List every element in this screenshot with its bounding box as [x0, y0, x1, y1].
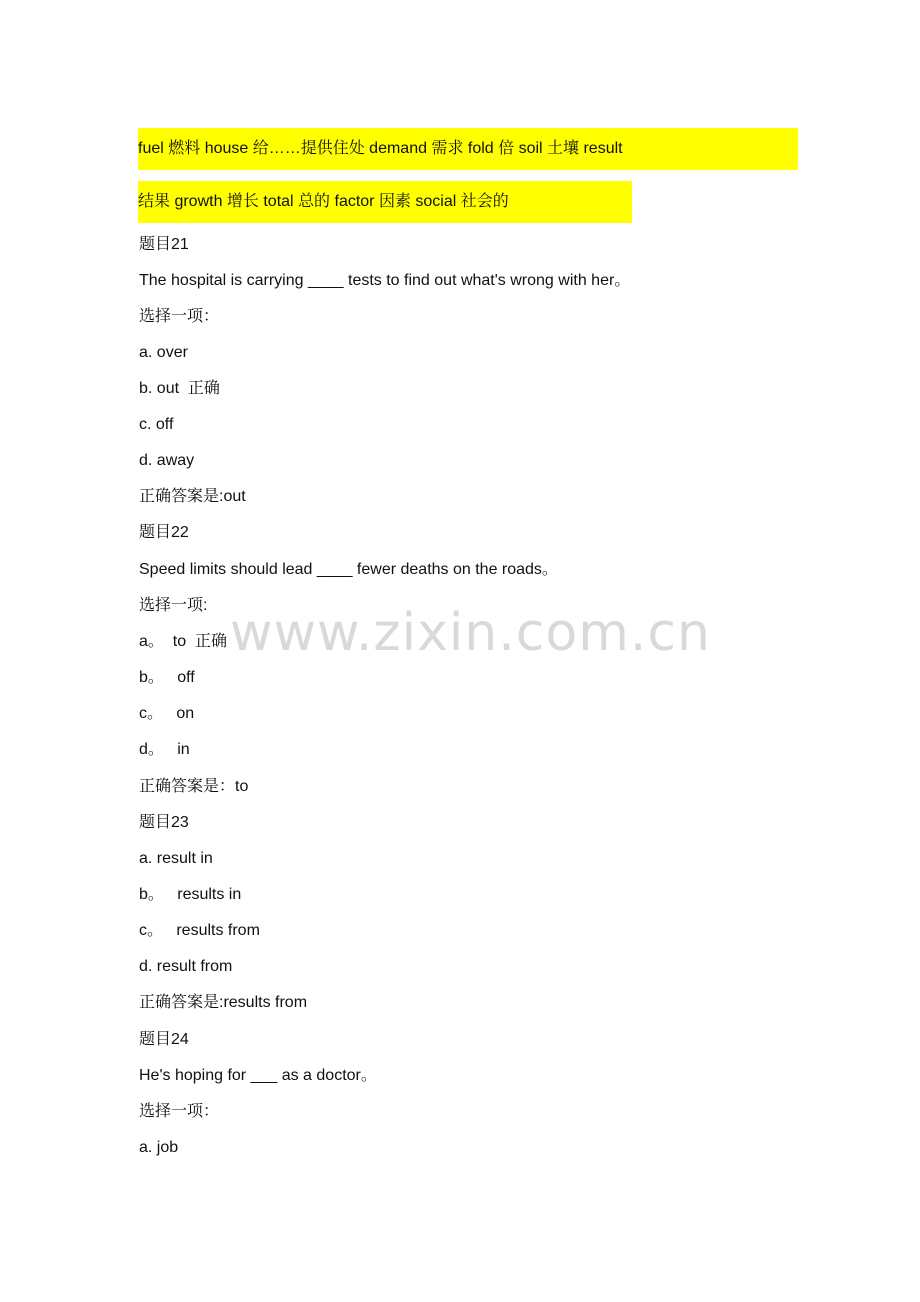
- question-24-option-a: a. job: [139, 1139, 179, 1156]
- question-24-prompt: 选择一项：: [139, 1103, 220, 1120]
- question-21-option-d: d. away: [139, 452, 195, 469]
- vocab-line-1: fuel 燃料 house 给……提供住处 demand 需求 fold 倍 soil 土壤 result: [138, 128, 798, 170]
- question-21-prompt: 选择一项：: [139, 308, 220, 325]
- question-23-title: 题目23: [139, 814, 189, 831]
- question-22-option-d: d。 in: [139, 741, 190, 758]
- question-21-title: 题目21: [139, 236, 189, 253]
- question-21-answer: 正确答案是:out: [139, 488, 246, 505]
- question-22-option-b: b。 off: [139, 669, 195, 686]
- question-23-option-a: a. result in: [139, 850, 213, 867]
- question-23-option-c: c。 results from: [139, 922, 260, 939]
- vocab-line-2: 结果 growth 增长 total 总的 factor 因素 social 社会的: [138, 181, 632, 223]
- question-23-option-d: d. result from: [139, 958, 233, 975]
- question-22-text: Speed limits should lead ____ fewer deaths on the roads。: [139, 561, 558, 578]
- question-22-option-c: c。 on: [139, 705, 195, 722]
- question-21-option-c: c. off: [139, 416, 174, 433]
- question-23-option-b: b。 results in: [139, 886, 242, 903]
- question-22-option-a: a。 to 正确: [139, 633, 228, 650]
- question-24-title: 题目24: [139, 1031, 189, 1048]
- question-21-option-b: b. out 正确: [139, 380, 220, 397]
- question-24-text: He's hoping for ___ as a doctor。: [139, 1067, 377, 1084]
- vocabulary-highlight: [138, 128, 800, 228]
- question-22-answer: 正确答案是：to: [139, 778, 249, 795]
- question-23-answer: 正确答案是:results from: [139, 994, 308, 1011]
- question-21-option-a: a. over: [139, 344, 188, 361]
- question-22-prompt: 选择一项:: [139, 597, 208, 614]
- question-21-text: The hospital is carrying ____ tests to find out what's wrong with her。: [139, 272, 631, 289]
- watermark: www.zixin.com.cn: [230, 603, 711, 663]
- question-22-title: 题目22: [139, 524, 189, 541]
